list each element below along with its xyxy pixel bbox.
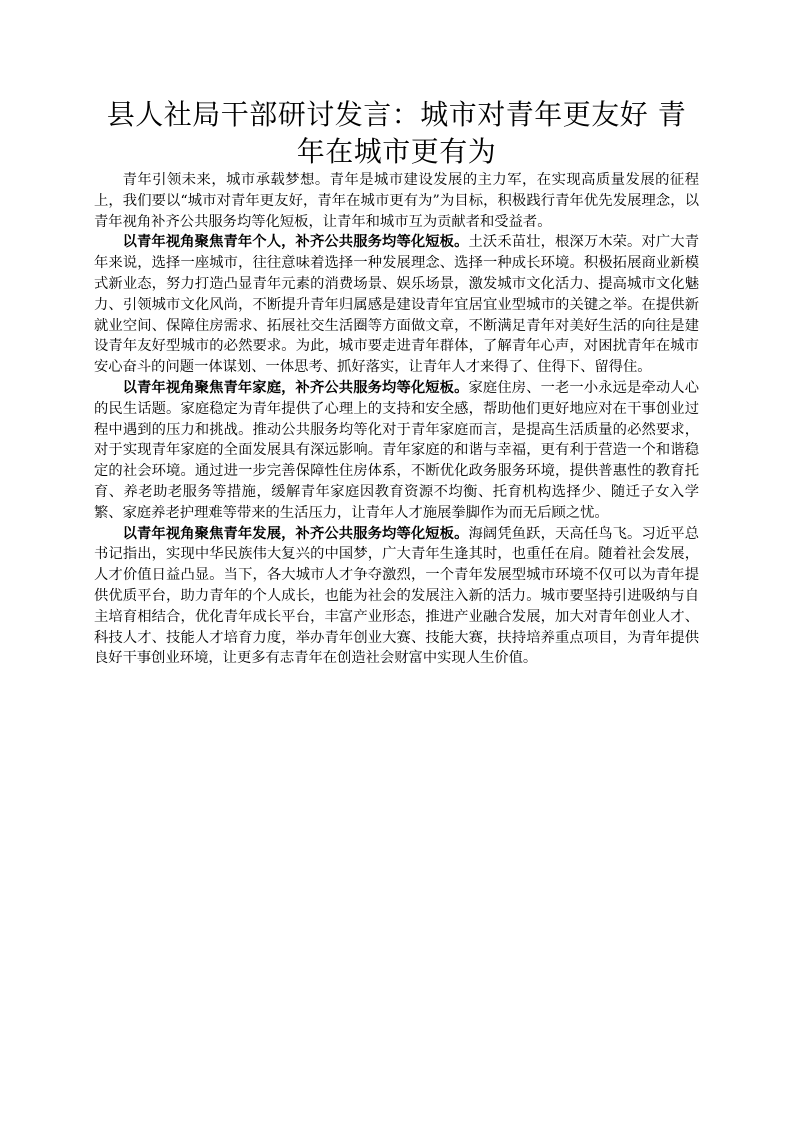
paragraph-youth-individual [94, 232, 699, 378]
paragraph-text: 家庭住房、一老一小永远是牵动人心的民生话题。家庭稳定为青年提供了心理上的支持和安全感，帮助他们更好地应对在干事创业过程中遇到的压力和挑战。推动公共服务均等化对于青年家庭而言，是提高生活质量的必然要求，对于实现青年家庭的全面发展具有深远影响。青年家庭的和谐与幸福，更有利于营造一个和谐稳定的社会环境。通过进一步完善保障性住房体系，不断优化政务服务环境，提供普惠性的教育托育、养老助老服务等措施，缓解青年家庭因教育资源不均衡、托育机构选择少、随迁子女入学繁、家庭养老护理难等带来的生活压力，让青年人才施展拳脚作为而无后顾之忧。 [94, 379, 700, 521]
document-title: 县人社局干部研讨发言：城市对青年更友好 青年在城市更有为 [106, 98, 687, 168]
paragraph-lead: 以青年视角聚焦青年发展，补齐公共服务均等化短板。 [122, 525, 469, 542]
paragraph-text: 土沃禾苗壮，根深万木荣。对广大青年来说，选择一座城市，往往意味着选择一种发展理念、选择一种成长环境。积极拓展商业新模式新业态，努力打造凸显青年元素的消费场景、娱乐场景，激发城市文化活力、提高城市文化魅力、引领城市文化风尚，不断提升青年归属感是建设青年宜居宜业型城市的关键之举。在提供新就业空间、保障住房需求、拓展社交生活圈等方面做文章，不断满足青年对美好生活的向往是建设青年友好型城市的必然要求。为此，城市要走进青年群体，了解青年心声，对困扰青年在城市安心奋斗的问题一体谋划、一体思考、抓好落实，让青年人才来得了、住得下、留得住。 [94, 234, 700, 376]
paragraph-youth-development [94, 524, 699, 670]
paragraph-text: 青年引领未来，城市承载梦想。青年是城市建设发展的主力军，在实现高质量发展的征程上，我们要以“城市对青年更友好，青年在城市更有为”为目标，积极践行青年优先发展理念，以青年视角补齐公共服务均等化短板，让青年和城市互为贡献者和受益者。 [94, 172, 699, 230]
paragraph-youth-family [94, 378, 699, 524]
paragraph-text: 海阔凭鱼跃，天高任鸟飞。习近平总书记指出，实现中华民族伟大复兴的中国梦，广大青年生逢其时，也重任在肩。随着社会发展，人才价值日益凸显。当下，各大城市人才争夺激烈，一个青年发展型城市环境不仅可以为青年提供优质平台，助力青年的个人成长，也能为社会的发展注入新的活力。城市要坚持引进吸纳与自主培育相结合，优化青年成长平台，丰富产业形态，推进产业融合发展，加大对青年创业人才、科技人才、技能人才培育力度，举办青年创业大赛、技能大赛，扶持培养重点项目，为青年提供良好干事创业环境，让更多有志青年在创造社会财富中实现人生价值。 [94, 525, 700, 667]
document-page [94, 96, 699, 669]
paragraph-lead: 以青年视角聚焦青年个人，补齐公共服务均等化短板。 [122, 234, 469, 251]
paragraph-lead: 以青年视角聚焦青年家庭，补齐公共服务均等化短板。 [122, 379, 469, 396]
paragraph-intro [94, 170, 699, 232]
